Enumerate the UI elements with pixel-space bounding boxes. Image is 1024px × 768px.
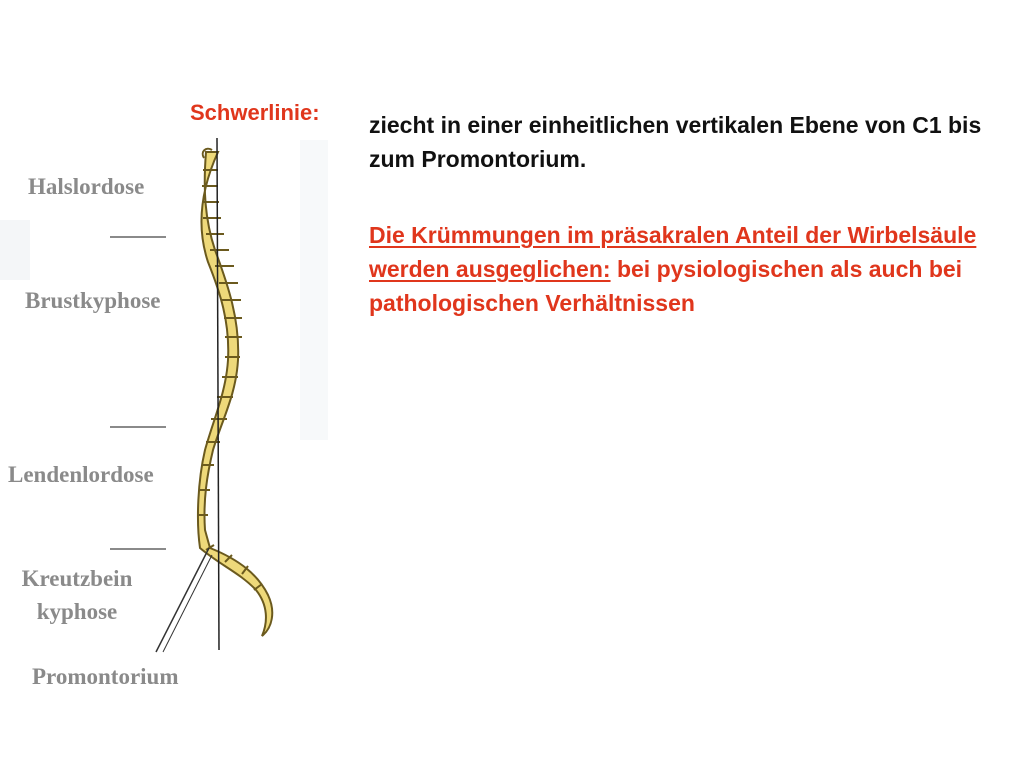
- label-kreutzbein-line1: Kreutzbein: [21, 566, 133, 591]
- curvature-note-rest: bei pysiologischen als auch bei pathologischen Verhältnissen: [369, 256, 963, 316]
- divider-lumbar-sacral: [110, 548, 166, 550]
- label-halslordose: Halslordose: [28, 174, 145, 199]
- divider-cervical-thoracic: [110, 236, 166, 238]
- vertebral-column: [198, 152, 272, 636]
- curvature-note: [369, 218, 989, 320]
- curvature-note-underlined: Die Krümmungen im präsakralen Anteil der Wirbelsäule werden ausgeglichen:: [369, 222, 977, 282]
- promontory-pointer: [156, 548, 209, 652]
- gravity-line: [217, 138, 219, 650]
- gravity-line-title: Schwerlinie:: [190, 100, 320, 125]
- label-brustkyphose: Brustkyphose: [25, 288, 161, 313]
- promontory-pointer-2: [163, 555, 212, 652]
- gravity-line-description: ziecht in einer einheitlichen vertikalen Ebene von C1 bis zum Promontorium.: [369, 112, 982, 172]
- label-kreutzbein-line2: kyphose: [36, 599, 118, 624]
- label-kreutzbein-kyphose: [8, 562, 146, 628]
- label-lendenlordose: Lendenlordose: [8, 462, 154, 487]
- divider-thoracic-lumbar: [110, 426, 166, 428]
- label-promontorium: Promontorium: [32, 664, 179, 689]
